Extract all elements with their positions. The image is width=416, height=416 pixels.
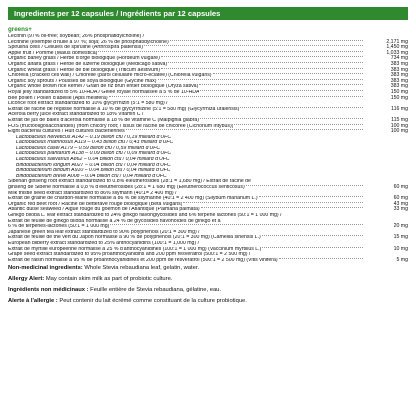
ingredient-name: Apple fruit / Pomme (Malus domestica) — [8, 50, 98, 56]
alerte-text: Peut contenir du lait écrémé comme constituant de la culture probiotique. — [59, 298, 247, 305]
ingredient-amount: 15 mg — [393, 234, 408, 241]
non-medicinal-text: Whole Stevia rebaudiana leaf, gelatin, water. — [84, 265, 200, 272]
ingredient-amount: 2,171 mg — [386, 38, 408, 45]
ingredients-fr-note — [8, 286, 408, 294]
ingredient-name: Milk thistle seed extract standardized to 86% silymarin (40:1= 2 400 mg) / — [8, 190, 177, 196]
leader-dots — [200, 118, 363, 119]
ingredient-amount: 60 mg — [393, 195, 408, 202]
ingredient-amount: 383 mg — [390, 83, 408, 90]
leader-dots — [168, 62, 363, 63]
allergy-text: May contain skim milk as part of probiotic culture. — [45, 276, 173, 283]
leader-dots — [110, 224, 363, 225]
non-medicinal-note — [8, 264, 408, 272]
ingredient-name: Spirulina cells / Cellules de spiruline (Arthrospira platensis) — [8, 45, 143, 51]
ingredient-amount: 383 mg — [390, 77, 408, 84]
ingredient-amount: 150 mg — [390, 88, 408, 95]
ingredient-name: Bifidobacterium longum A027 – 0.04 billion cfu / 0,04 milliard d'UFC — [16, 162, 171, 168]
leader-dots — [161, 68, 363, 69]
leader-dots — [109, 96, 363, 97]
ingredients-fr-text: Feuille entière de Stevia rebaudiana, gélatine, eau. — [90, 287, 221, 294]
ingredients-header: Ingredients per 12 capsules / Ingrédients par 12 capsules — [8, 7, 408, 20]
ingredient-name: Grape seed extract standardized to 95% proanthocyanidins and 200 ppm resveratrol (500:1 = 2 500 mg) / — [8, 252, 251, 258]
ingredient-name: Organic soy sprouts / Pousses de soya biologique (Glycine max) — [8, 78, 157, 84]
product-brand: greens+ — [8, 26, 32, 33]
ingredient-name: Organic wheat grass / Herbe de blé biologique (Triticum aestivum) — [8, 67, 161, 73]
ingredient-amount: 1,450 mg — [386, 44, 408, 51]
leader-dots — [161, 56, 363, 57]
ingredient-name: Acerola berry juice extract standardized to 18% Vitamin C / — [8, 112, 144, 118]
ingredient-name: Extrait de racine de réglisse normalisé à 10 % de glycyrrhizine (5:1 = 580 mg) (Glycyrrhiza uralensis) — [8, 106, 240, 112]
ingredient-name: Lécithine (exempte d'huile à 97 %; soja; 26 % de phosphatidylcholine) — [8, 39, 169, 45]
ingredient-name: ginseng de Sibérie normalisé à 0,8 % d'éleuthérosides (28:1 = 1 680 mg) (Eleutherococcus senticosus) — [8, 185, 245, 191]
ingredient-amount: 60 mg — [393, 184, 408, 191]
ingredient-amount: 116 mg — [391, 105, 408, 112]
leader-dots — [259, 196, 363, 197]
leader-dots — [279, 258, 363, 259]
ingredient-amount: 33 mg — [393, 206, 408, 213]
ingredient-name: Organic whole brown rice kernel / Grain de riz brun entier biologique (Oryza sativa) — [8, 84, 199, 90]
leader-dots — [183, 202, 363, 203]
ingredient-name: Siberian ginseng root extract standardized to 0.8% eleutherosides (28:1 = 1,680 mg) / Extrait de racine de — [8, 179, 251, 185]
ingredient-name: Lactobacillus rhamnosus A119 – 0.43 billion cfu / 0,43 milliard d'UFC — [16, 140, 174, 146]
ingredient-name: FOS (fructooligosaccharides) (from chicory root; / issus de racine de chicorée (Cichorium intybus)) — [8, 123, 234, 129]
ingredient-name: Lecithin (97% oil-free; soybean; 26% phosphatidylcholine) / — [8, 34, 145, 39]
leader-dots — [240, 107, 363, 108]
ingredient-name: Extrait de feuille de thé vert du Japon normalisé à 90 % de polyphénols (20:1 = 300 mg) (Camellia sinensis L.) — [8, 235, 261, 241]
ingredient-name: Extrait de jus de baies d'acérola normalisé à 18 % de vitamine C (Malpighia glabra) — [8, 117, 200, 123]
ingredient-name: Royal jelly standardized to 5% 10-HDA / Gelée royale normalisée à 5 % de 10-HDA — [8, 89, 200, 95]
ingredient-name: Eight bacterial cultures / Huit cultures bactériennes — [8, 129, 125, 135]
ingredient-amount: 734 mg — [390, 55, 408, 62]
ingredient-name: Organic alfalfa grass / Herbe de luzerne biologique (Medicago sativa) — [8, 61, 168, 67]
leader-dots — [234, 124, 363, 125]
ingredient-name: Extrait de feuille de ginkgo biloba normalisé à 24 % de glycosides flavonoïdes de ginkgo et à — [8, 218, 221, 224]
ingredient-name: Extrait de raisin normalisé à 95 % de proanthocyanidines et 200 ppm de resvératrol (500:1 = 2 500 mg) (Vitis vinifera) — [8, 257, 278, 263]
ingredient-name: Chlorella (cracked cell wall) / Chlorelle (paroi cellulaire micro-éclatée) (Chlorella vulgaris) — [8, 73, 212, 79]
ingredient-amount: 100 mg — [390, 128, 408, 135]
ingredient-list — [8, 34, 408, 263]
leader-dots — [144, 45, 363, 46]
leader-dots — [262, 247, 363, 248]
ingredient-name: Lactobacillus salivarius A862 – 0.04 billion cfu / 0,04 milliard d'UFC — [16, 157, 170, 163]
alerte-label: Alerte à l'allergie : — [8, 298, 58, 305]
ingredient-amount: 150 mg — [390, 94, 408, 101]
ingredient-name: Organic red beet root / Racine de betterave rouge biologique (Beta vulgaris) — [8, 201, 183, 207]
leader-dots — [199, 84, 363, 85]
ingredient-amount: 1,033 mg — [386, 49, 408, 56]
ingredient-name: Ginkgo biloba L. leaf extract standardized to 24% ginkgo flavonglycosides and 6% terpene lactones (50:1 = 1 000 mg) / — [8, 213, 282, 218]
ingredient-row — [8, 258, 408, 264]
ingredient-name: European bilberry extract standardized to 25% anthocyanidins (100:1 = 1,000 mg) / — [8, 240, 200, 246]
ingredient-name: Extrait de graine de chardon-Marie normalisé à 86 % de silymarine (40:1 = 2 400 mg) (Silybum marianum L.) — [8, 196, 258, 202]
ingredient-name: Lactobacillus helveticus A142 – 0.19 billion cfu / 0,19 milliard d'UFC — [16, 134, 172, 140]
ingredient-amount: 10 mg — [393, 245, 408, 252]
allergy-note — [8, 275, 408, 283]
ingredient-amount: 5 mg — [396, 256, 408, 263]
ingredient-amount: 383 mg — [390, 66, 408, 73]
notes-section — [8, 264, 408, 305]
ingredient-name: Lactobacillus casei A179 – 0.59 billion cfu / 0,59 milliard d'UFC — [16, 145, 161, 151]
allergy-label: Allergy Alert: — [8, 276, 45, 283]
ingredient-amount: 100 mg — [390, 122, 408, 129]
ingredient-name: Atlantic dulse seaweed / Algue rouge du goémon de l'Atlantique (Palmaria palmata) — [8, 207, 200, 213]
leader-dots — [200, 90, 363, 91]
ingredient-name: Extrait de myrtille européenne normalisé à 25 % d'anthocyanidines (100:1 = 1 000 mg) (Vaccinium myrtillus L.) — [8, 246, 262, 252]
leader-dots — [201, 207, 363, 208]
leader-dots — [126, 129, 363, 130]
leader-dots — [213, 73, 363, 74]
ingredient-amount: 115 mg — [391, 116, 408, 123]
ingredient-name: Bifidobacterium breve A008 – 0.04 billion cfu / 0,04 milliard d'UFC — [16, 173, 167, 179]
leader-dots — [158, 79, 364, 80]
ingredient-name: 6 % de terpènes-lactones (50:1 = 1 000 mg) — [8, 224, 110, 230]
ingredient-amount: 43 mg — [393, 200, 408, 207]
non-medicinal-label: Non-medicinal ingredients: — [8, 265, 83, 272]
ingredient-name: Organic barley grass / Herbe d'orge biologique (Hordeum vulgare) — [8, 56, 160, 62]
ingredient-amount: 20 mg — [393, 223, 408, 230]
leader-dots — [170, 40, 363, 41]
alerte-note — [8, 297, 408, 305]
ingredient-name: Japanese green tea leaf extract standardized to 90% polyphenols (20:1 = 300 mg) / — [8, 229, 200, 235]
ingredients-fr-label: Ingrédients non médicinaux : — [8, 287, 89, 294]
ingredient-amount: 383 mg — [390, 72, 408, 79]
leader-dots — [98, 51, 363, 52]
ingredient-name: Bifidobacterium bifidum A910 – 0.04 billion cfu / 0,04 milliard d'UFC — [16, 168, 171, 174]
leader-dots — [246, 185, 363, 186]
leader-dots — [262, 235, 363, 236]
ingredient-name: Licorice root extract standardized to 10% glycyrrhizin (5:1 = 580 mg) / — [8, 101, 168, 107]
ingredient-amount: 383 mg — [390, 60, 408, 67]
ingredient-name: Bee pollen / Pollen d'abeille (Apis mellifera) — [8, 95, 108, 101]
ingredient-name: Lactobacillus plantarum A138 – 0.09 billion cfu / 0,09 milliard d'UFC — [16, 151, 172, 157]
